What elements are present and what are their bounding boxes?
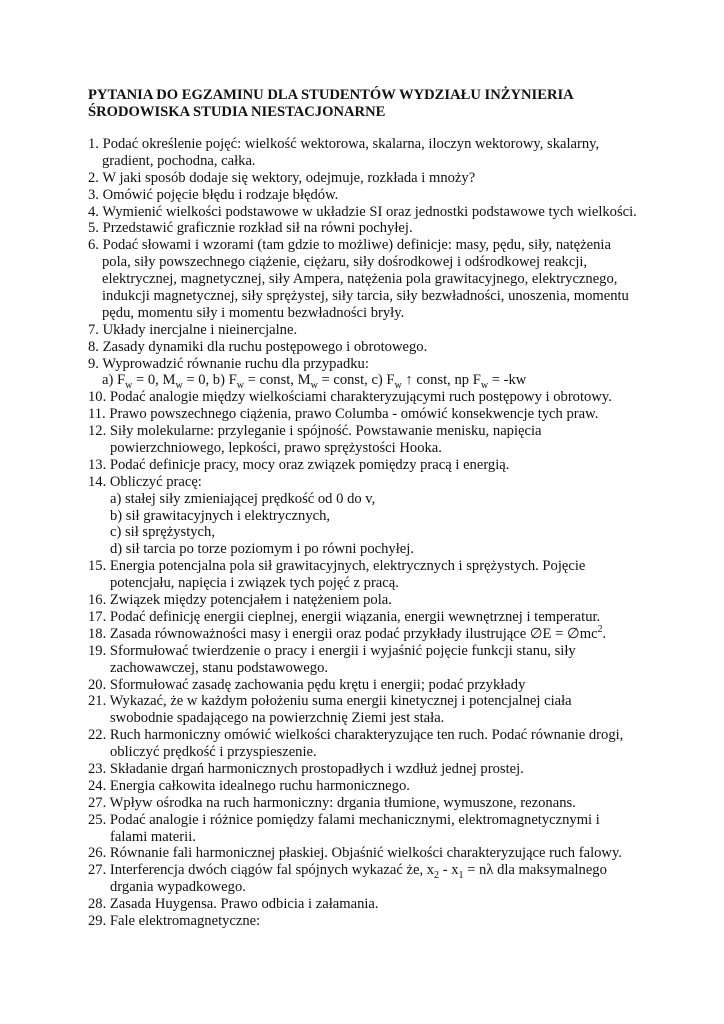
question-line: powierzchniowego, lepkości, prawo sprężystości Hooka. [110, 440, 442, 457]
formula-text: 18. Zasada równoważności masy i energii oraz podać przykłady ilustrujące ∅E = ∅mc [88, 625, 598, 642]
question-line: gradient, pochodna, całka. [102, 152, 256, 169]
question-line: 17. Podać definicję energii cieplnej, energii wiązania, energii wewnętrznej i temperatur. [88, 608, 601, 625]
question-line: 26. Równanie fali harmonicznej płaskiej. Objaśnić wielkości charakteryzujące ruch falowy. [88, 845, 622, 862]
formula-text: . [602, 625, 607, 642]
question-line: zachowawczej, stanu podstawowego. [110, 659, 329, 676]
title-line: PYTANIA DO EGZAMINU DLA STUDENTÓW WYDZIAŁU INŻYNIERIA [88, 87, 574, 103]
question-line: 21. Wykazać, że w każdym położeniu suma energii kinetycznej i potencjalnej ciała [88, 693, 572, 710]
question-line: 10. Podać analogie między wielkościami charakteryzującymi ruch postępowy i obrotowy. [88, 389, 612, 406]
question-line: a) stałej siły zmieniającej prędkość od 0 do v, [110, 490, 376, 507]
formula-text: = -kw [488, 372, 527, 389]
question-line: b) sił grawitacyjnych i elektrycznych, [110, 507, 331, 524]
question-line: 3. Omówić pojęcie błędu i rodzaje błędów. [88, 186, 339, 203]
subscript: w [480, 380, 489, 392]
question-line: 14. Obliczyć pracę: [88, 473, 202, 490]
formula-text: - x [439, 862, 459, 879]
formula-text: = const, M [243, 372, 311, 389]
formula-text: = 0, M [132, 372, 176, 389]
question-line: 9. Wyprowadzić równanie ruchu dla przypadku: [88, 355, 369, 372]
question-line: 20. Sformułować zasadę zachowania pędu krętu i energii; podać przykłady [88, 676, 526, 693]
question-line: 29. Fale elektromagnetyczne: [88, 912, 261, 929]
subscript: 1 [458, 870, 464, 882]
question-line: 23. Składanie drgań harmonicznych prostopadłych i wzdłuż jednej prostej. [88, 760, 524, 777]
question-line: obliczyć prędkość i przyspieszenie. [110, 744, 317, 761]
formula-text: = nλ dla maksymalnego [463, 862, 607, 879]
question-line: swobodnie spadającego na powierzchnię Ziemi jest stała. [110, 710, 445, 727]
subscript: w [310, 380, 318, 392]
question-line: 4. Wymienić wielkości podstawowe w układzie SI oraz jednostki podstawowe tych wielkości. [88, 203, 637, 220]
subscript: 2 [434, 870, 440, 882]
question-line: falami materii. [110, 828, 196, 845]
formula-text: ↑ const, np F [401, 372, 481, 389]
question-line: 12. Siły molekularne: przyleganie i spójność. Powstawanie menisku, napięcia [88, 423, 542, 440]
question-line: 13. Podać definicje pracy, mocy oraz związek pomiędzy pracą i energią. [88, 456, 510, 473]
question-line: 5. Przedstawić graficznie rozkład sił na równi pochyłej. [88, 220, 413, 237]
question-line: drgania wypadkowego. [110, 879, 246, 896]
question-line: elektrycznej, magnetycznej, siły Ampera, natężenia pola grawitacyjnego, elektrycznego, [102, 271, 618, 288]
question-line: 22. Ruch harmoniczny omówić wielkości charakteryzujące ten ruch. Podać równanie drogi, [88, 727, 624, 744]
title-line: ŚRODOWISKA STUDIA NIESTACJONARNE [88, 103, 386, 120]
question-line: 16. Związek między potencjałem i natężeniem pola. [88, 592, 392, 609]
question-line: 2. W jaki sposób dodaje się wektory, odejmuje, rozkłada i mnoży? [88, 169, 476, 186]
question-line: 25. Podać analogie i różnice pomiędzy falami mechanicznymi, elektromagnetycznymi i [88, 811, 600, 828]
question-line: 19. Sformułować twierdzenie o pracy i energii i wyjaśnić pojęcie funkcji stanu, siły [88, 642, 576, 659]
superscript: 2 [597, 623, 603, 635]
document-title [88, 86, 688, 120]
question-line-formula [88, 623, 688, 643]
question-line: 27. Wpływ ośrodka na ruch harmoniczny: drgania tłumione, wymuszone, rezonans. [88, 794, 576, 811]
question-line: 1. Podać określenie pojęć: wielkość wektorowa, skalarna, iloczyn wektorowy, skalarny, [88, 136, 600, 152]
question-line: 15. Energia potencjalna pola sił grawitacyjnych, elektrycznych i sprężystych. Pojęcie [88, 558, 586, 575]
question-line: pędu, momentu siły i momentu bezwładności bryły. [102, 304, 405, 321]
subscript: w [394, 380, 402, 392]
formula-text: = const, c) F [317, 372, 395, 389]
question-line: potencjału, napięcia i związek tych pojęć z pracą. [110, 575, 399, 592]
formula-text: a) F [102, 372, 126, 389]
question-line: d) sił tarcia po torze poziomym i po równi pochyłej. [110, 541, 414, 558]
question-line-formula [88, 372, 688, 392]
question-line: 6. Podać słowami i wzorami (tam gdzie to możliwe) definicje: masy, pędu, siły, natężenia [88, 237, 611, 254]
question-line: 28. Zasada Huygensa. Prawo odbicia i załamania. [88, 896, 379, 913]
subscript: w [236, 380, 244, 392]
question-line: 24. Energia całkowita idealnego ruchu harmonicznego. [88, 777, 410, 794]
formula-text: = 0, b) F [182, 372, 237, 389]
subscript: w [175, 380, 183, 392]
question-line: 11. Prawo powszechnego ciążenia, prawo Columba - omówić konsekwencje tych praw. [88, 406, 599, 423]
question-list [88, 136, 688, 930]
formula-text: 27. Interferencja dwóch ciągów fal spójnych wykazać że, x [88, 862, 435, 879]
subscript: w [125, 380, 133, 392]
question-line: c) sił sprężystych, [110, 524, 215, 541]
question-line-formula [88, 862, 688, 882]
question-line: indukcji magnetycznej, siły sprężystej, siły tarcia, siły bezwładności, unoszenia, momentu [102, 288, 629, 305]
question-line: pola, siły powszechnego ciążenie, ciężaru, siły dośrodkowej i odśrodkowej reakcji, [102, 254, 588, 271]
question-line: 7. Układy inercjalne i nieinercjalne. [88, 321, 298, 338]
question-line: 8. Zasady dynamiki dla ruchu postępowego i obrotowego. [88, 338, 428, 355]
